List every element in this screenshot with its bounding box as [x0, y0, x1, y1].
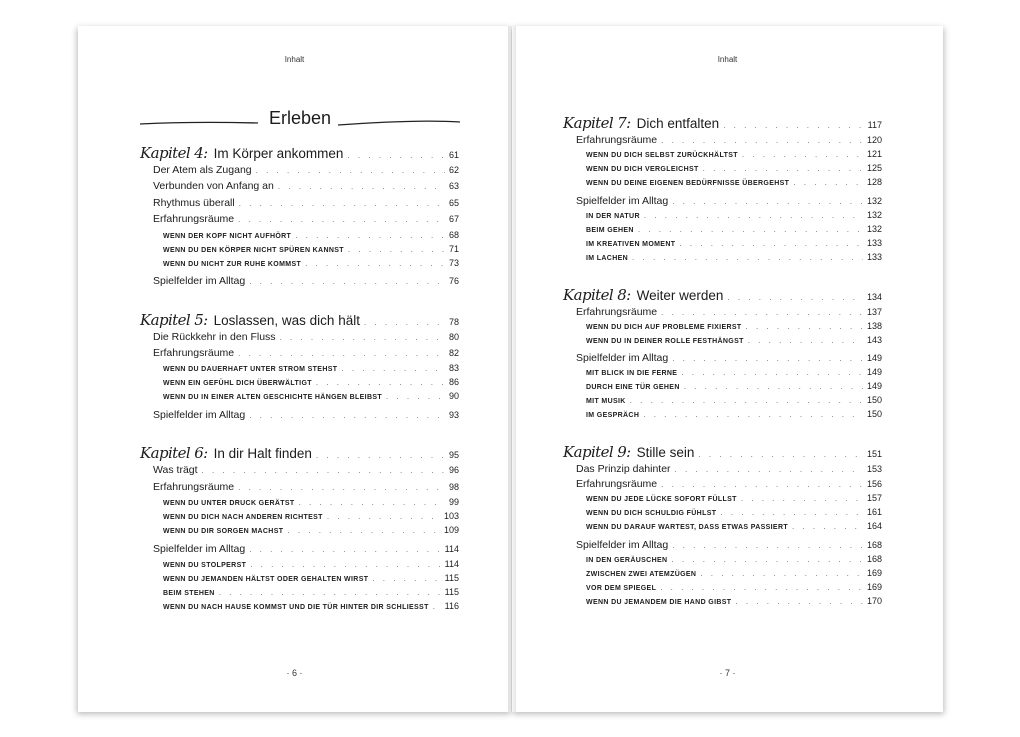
dot-leader — [792, 522, 863, 531]
subentry-title: WENN DU DICH VERGLEICHST — [586, 166, 699, 173]
toc-entry — [153, 180, 459, 192]
subentry-title: WENN DU DICH SCHULDIG FÜHLST — [586, 510, 717, 517]
entry-title: Die Rückkehr in den Fluss — [153, 330, 276, 343]
subentry-title: WENN DU JEMANDEM DIE HAND GIBST — [586, 598, 732, 606]
page-ref: 76 — [448, 276, 459, 287]
subentry-title: DURCH EINE TÜR GEHEN — [586, 384, 680, 391]
toc-entry — [153, 409, 459, 421]
dot-leader — [250, 560, 440, 569]
toc-subentry — [163, 587, 459, 597]
toc-subentry — [586, 163, 882, 173]
dot-leader — [684, 382, 863, 391]
entry-title: Was trägt — [153, 464, 198, 477]
toc-subentry — [586, 596, 882, 606]
page-ref: 168 — [866, 553, 882, 564]
page-ref: 134 — [866, 291, 882, 302]
entry-title: Spielfelder im Alltag — [576, 538, 669, 551]
dot-leader — [746, 322, 863, 331]
dot-leader — [238, 215, 445, 224]
toc-subentry — [163, 258, 459, 268]
toc-subentry — [586, 224, 882, 234]
dot-leader — [681, 368, 863, 377]
page-ref: 143 — [866, 334, 882, 345]
toc-entry — [153, 331, 459, 343]
chapter-keyword: Kapitel 6: — [140, 444, 208, 463]
page-ref: 125 — [866, 163, 882, 173]
page-ref: 103 — [443, 511, 459, 521]
page-ref: 150 — [866, 395, 882, 405]
dot-leader — [793, 178, 863, 187]
toc-entry — [576, 134, 882, 146]
toc-subentry — [586, 381, 882, 391]
toc-chapter-row — [140, 311, 459, 331]
chapter-title: Stille sein — [636, 445, 695, 460]
page-ref: 157 — [866, 493, 882, 503]
entry-title: Spielfelder im Alltag — [153, 542, 246, 555]
dot-leader — [643, 410, 863, 419]
toc-entry — [576, 352, 882, 364]
dot-leader — [672, 541, 863, 550]
dot-leader — [630, 396, 863, 405]
page-ref: 98 — [448, 481, 459, 492]
chapter-keyword: Kapitel 4: — [140, 144, 208, 162]
page-ref: 96 — [448, 465, 459, 476]
page-ref: 80 — [448, 331, 459, 342]
toc-chapter-row — [563, 443, 882, 463]
dot-leader — [661, 308, 863, 317]
page-ref: 132 — [866, 223, 882, 234]
dot-leader — [256, 166, 445, 175]
subentry-title: IN DEN GERÄUSCHEN — [586, 556, 668, 564]
entry-title: Spielfelder im Alltag — [576, 194, 669, 207]
page-ref: 68 — [448, 229, 459, 240]
running-head: Inhalt — [717, 55, 738, 64]
subentry-title: WENN DU DICH SELBST ZURÜCKHÄLTST — [586, 152, 738, 159]
toc-entry — [153, 197, 459, 209]
page-ref: 169 — [866, 567, 882, 578]
entry-title: Verbunden von Anfang an — [153, 180, 274, 193]
dot-leader — [249, 277, 445, 286]
toc-subentry — [586, 177, 882, 187]
page-ref: 151 — [866, 449, 882, 459]
page-ref: 62 — [448, 165, 459, 175]
dot-leader — [644, 211, 863, 220]
page-ref: 78 — [448, 316, 459, 327]
dot-leader — [661, 480, 863, 489]
toc-subentry — [163, 377, 459, 387]
dot-leader — [299, 498, 445, 507]
page-ref: 120 — [866, 135, 882, 145]
subentry-title: WENN DU DICH NACH ANDEREN RICHTEST — [163, 514, 323, 521]
running-head: Inhalt — [284, 55, 305, 64]
page-ref: 169 — [866, 581, 882, 592]
page-ref: 137 — [866, 306, 882, 317]
toc-subentry — [163, 525, 459, 535]
toc-subentry — [586, 507, 882, 517]
dot-leader — [316, 378, 445, 387]
subentry-title: WENN DU DAUERHAFT UNTER STROM STEHST — [163, 366, 338, 374]
dot-leader — [723, 121, 863, 130]
dot-leader — [671, 555, 863, 564]
entry-title: Spielfelder im Alltag — [153, 275, 246, 288]
subentry-title: WENN DU JEDE LÜCKE SOFORT FÜLLST — [586, 496, 737, 503]
page-ref: 109 — [443, 525, 459, 535]
entry-title: Erfahrungsräume — [153, 480, 235, 493]
toc-entry — [153, 481, 459, 493]
subentry-title: WENN DU IN DEINER ROLLE FESTHÄNGST — [586, 337, 744, 345]
dot-leader — [287, 526, 440, 535]
page-ref: 71 — [448, 243, 459, 254]
chapter-keyword: Kapitel 5: — [140, 310, 208, 329]
dot-leader — [219, 588, 441, 597]
dot-leader — [341, 364, 445, 373]
subentry-title: WENN EIN GEFÜHL DICH ÜBERWÄLTIGT — [163, 380, 312, 388]
dot-leader — [748, 336, 863, 345]
toc-subentry — [586, 210, 882, 220]
subentry-title: WENN DER KOPF NICHT AUFHÖRT — [163, 232, 292, 240]
page-ref: 149 — [866, 353, 882, 363]
toc-subentry — [586, 395, 882, 405]
chapter-keyword: Kapitel 8: — [563, 285, 631, 304]
toc-subentry — [163, 363, 459, 373]
page-ref: 138 — [866, 320, 882, 331]
toc-subentry — [163, 601, 459, 611]
subentry-title: WENN DU NACH HAUSE KOMMST UND DIE TÜR HINTER DIR SCHLIESST — [163, 603, 429, 611]
dot-leader — [280, 333, 445, 342]
entry-title: Spielfelder im Alltag — [576, 352, 669, 364]
entry-title: Erfahrungsräume — [153, 213, 235, 226]
dot-leader — [638, 225, 863, 234]
toc-entry — [153, 164, 459, 176]
page-ref: 86 — [448, 377, 459, 388]
section-heading — [140, 108, 460, 132]
dot-leader — [661, 136, 863, 145]
toc-subentry — [586, 238, 882, 248]
dot-leader — [675, 465, 863, 474]
toc-entry — [153, 347, 459, 359]
dot-leader — [672, 354, 863, 363]
page-ref: 133 — [866, 251, 882, 262]
page-ref: 65 — [448, 197, 459, 208]
page-ref: 115 — [444, 586, 459, 597]
subentry-title: BEIM STEHEN — [163, 589, 215, 597]
toc-entry — [576, 539, 882, 551]
page-ref: 150 — [866, 409, 882, 419]
dot-leader — [660, 583, 863, 592]
dot-leader — [238, 349, 445, 358]
subentry-title: WENN DU DARAUF WARTEST, DASS ETWAS PASSIERT — [586, 524, 788, 531]
dot-leader — [364, 318, 445, 327]
toc-entry — [153, 464, 459, 476]
dot-leader — [735, 597, 863, 606]
dot-leader — [703, 164, 863, 173]
page-ref: 99 — [448, 497, 459, 507]
toc-subentry — [163, 391, 459, 401]
page-ref: 117 — [867, 120, 882, 130]
chapter-title: Dich entfalten — [636, 116, 720, 131]
subentry-title: WENN DU DEN KÖRPER NICHT SPÜREN KANNST — [163, 246, 344, 254]
dot-leader — [347, 151, 445, 160]
toc-entry — [153, 543, 459, 555]
subentry-title: WENN DU DEINE EIGENEN BEDÜRFNISSE ÜBERGEHST — [586, 180, 790, 187]
toc-subentry — [586, 149, 882, 159]
page-ref: 156 — [866, 479, 882, 489]
subentry-title: WENN DU DIR SORGEN MACHST — [163, 528, 284, 535]
page-ref: 153 — [866, 464, 882, 474]
chapter-title: Weiter werden — [636, 287, 724, 303]
toc-chapter-row — [563, 114, 882, 134]
toc-subentry — [163, 244, 459, 254]
dot-leader — [679, 239, 863, 248]
dot-leader — [249, 411, 445, 420]
dot-leader — [698, 450, 863, 459]
toc-entry — [576, 306, 882, 318]
page-ref: 133 — [866, 237, 882, 248]
dot-leader — [202, 466, 445, 475]
toc-subentry — [586, 521, 882, 531]
toc-subentry — [586, 582, 882, 592]
toc-subentry — [586, 321, 882, 331]
toc-entry — [153, 213, 459, 225]
dot-leader — [316, 451, 445, 460]
subentry-title: MIT MUSIK — [586, 398, 626, 405]
toc-subentry — [586, 409, 882, 419]
chapter-title: In dir Halt finden — [213, 446, 312, 462]
entry-title: Das Prinzip dahinter — [576, 463, 671, 475]
entry-title: Spielfelder im Alltag — [153, 408, 246, 421]
toc-subentry — [586, 493, 882, 503]
page-ref: 67 — [448, 214, 459, 225]
dot-leader — [305, 259, 445, 268]
subentry-title: WENN DU JEMANDEN HÄLTST ODER GEHALTEN WIRST — [163, 575, 369, 583]
subentry-title: BEIM GEHEN — [586, 226, 634, 234]
entry-title: Der Atem als Zugang — [153, 164, 252, 176]
dot-leader — [327, 512, 440, 521]
toc-entry — [576, 195, 882, 207]
page-ref: 132 — [866, 209, 882, 220]
dot-leader — [372, 574, 440, 583]
subentry-title: WENN DU NICHT ZUR RUHE KOMMST — [163, 260, 302, 268]
toc-chapter-row — [140, 444, 459, 464]
entry-title: Erfahrungsräume — [576, 305, 658, 318]
toc-subentry — [586, 568, 882, 578]
book-gutter — [508, 26, 516, 712]
subentry-title: IN DER NATUR — [586, 212, 640, 220]
page-ref: 63 — [448, 181, 459, 192]
chapter-keyword: Kapitel 9: — [563, 443, 631, 461]
dot-leader — [386, 392, 445, 401]
entry-title: Erfahrungsräume — [576, 478, 658, 490]
subentry-title: WENN DU UNTER DRUCK GERÄTST — [163, 500, 295, 507]
page-ref: 149 — [866, 367, 882, 377]
dot-leader — [433, 602, 441, 611]
section-title: Erleben — [268, 108, 332, 128]
page-ref: 132 — [866, 195, 882, 206]
toc-subentry — [586, 252, 882, 262]
dot-leader — [278, 182, 445, 191]
dot-leader — [742, 150, 863, 159]
page-ref: 83 — [448, 363, 459, 374]
dot-leader — [632, 253, 863, 262]
toc-chapter-row — [140, 144, 459, 164]
dot-leader — [700, 569, 863, 578]
toc-subentry — [163, 511, 459, 521]
toc-subentry — [586, 554, 882, 564]
page-ref: 114 — [444, 558, 459, 569]
page-ref: 116 — [444, 600, 459, 611]
chapter-keyword: Kapitel 7: — [563, 114, 631, 132]
chapter-title: Loslassen, was dich hält — [213, 312, 360, 328]
dot-leader — [348, 245, 445, 254]
subentry-title: WENN DU DICH AUF PROBLEME FIXIERST — [586, 323, 742, 331]
subentry-title: MIT BLICK IN DIE FERNE — [586, 370, 678, 377]
toc-subentry — [163, 497, 459, 507]
left-page — [78, 26, 511, 712]
page-ref: 82 — [448, 347, 459, 358]
toc-subentry — [586, 335, 882, 345]
toc-subentry — [163, 230, 459, 240]
subentry-title: WENN DU STOLPERST — [163, 561, 247, 569]
page-ref: 121 — [866, 149, 882, 159]
toc-subentry — [163, 559, 459, 569]
toc-entry — [576, 478, 882, 490]
page-ref: 73 — [448, 257, 459, 268]
page-ref: 164 — [866, 521, 882, 531]
dot-leader — [249, 545, 440, 554]
page-ref: 168 — [866, 539, 882, 550]
subentry-title: IM LACHEN — [586, 254, 629, 262]
dot-leader — [238, 483, 445, 492]
dot-leader — [741, 494, 863, 503]
page-ref: 90 — [448, 391, 459, 402]
toc-subentry — [586, 367, 882, 377]
toc-entry — [576, 463, 882, 475]
page-ref: 61 — [448, 150, 459, 160]
page-ref: 161 — [866, 507, 882, 517]
toc-subentry — [163, 573, 459, 583]
page-number: · 6 · — [286, 668, 303, 678]
right-page — [512, 26, 943, 712]
page-ref: 128 — [866, 177, 882, 187]
page-ref: 149 — [866, 381, 882, 391]
entry-title: Erfahrungsräume — [576, 134, 658, 146]
entry-title: Erfahrungsräume — [153, 346, 235, 359]
entry-title: Rhythmus überall — [153, 196, 235, 209]
page-ref: 95 — [448, 450, 459, 461]
dot-leader — [672, 197, 863, 206]
subentry-title: ZWISCHEN ZWEI ATEMZÜGEN — [586, 570, 697, 578]
page-number: · 7 · — [719, 668, 736, 678]
subentry-title: IM KREATIVEN MOMENT — [586, 240, 676, 248]
dot-leader — [239, 199, 445, 208]
dot-leader — [727, 293, 863, 302]
chapter-title: Im Körper ankommen — [213, 146, 344, 161]
page-ref: 170 — [866, 595, 882, 606]
subentry-title: VOR DEM SPIEGEL — [586, 584, 657, 592]
dot-leader — [720, 508, 863, 517]
page-ref: 114 — [444, 543, 459, 554]
dot-leader — [295, 231, 445, 240]
subentry-title: IM GESPRÄCH — [586, 412, 640, 419]
subentry-title: WENN DU IN EINER ALTEN GESCHICHTE HÄNGEN BLEIBST — [163, 394, 383, 402]
toc-entry — [153, 275, 459, 287]
toc-chapter-row — [563, 286, 882, 306]
page-ref: 93 — [448, 409, 459, 420]
page-ref: 115 — [444, 572, 459, 583]
